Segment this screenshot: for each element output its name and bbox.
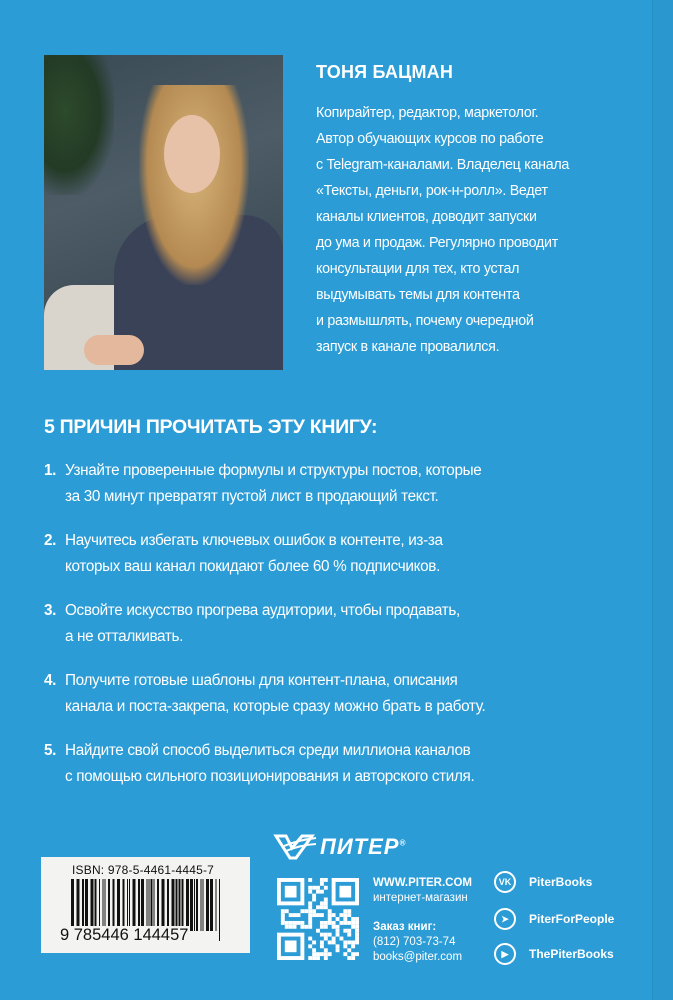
telegram-icon: ➤ [494,908,516,930]
reason-number: 4. [44,672,57,689]
order-phone[interactable]: (812) 703-73-74 [373,936,456,948]
barcode-bar [176,879,178,931]
reason-line: Освойте искусство прогрева аудитории, чтобы продавать, [65,602,460,619]
youtube-play-icon: ▶ [494,943,516,965]
bio-line: Автор обучающих курсов по работе [316,131,544,147]
isbn-barcode-box [41,857,250,953]
qr-code[interactable] [277,878,359,960]
vk-icon: VK [494,871,516,893]
author-bio [316,100,636,360]
reasons-list [44,458,644,808]
bio-line: до ума и продаж. Регулярно проводит [316,235,558,251]
barcode-bar [141,879,144,931]
barcode-bar [127,879,128,931]
bio-line: и размышлять, почему очередной [316,313,534,329]
reason-number: 3. [44,602,57,619]
social-vk[interactable] [494,871,592,893]
barcode-bar [133,879,136,931]
barcode-bar [99,879,100,931]
barcode-bar [82,879,84,931]
barcode-bar [196,879,198,931]
barcode-bar [203,879,204,931]
reason-number: 2. [44,532,57,549]
barcode-bar [190,879,193,931]
social-label: PiterBooks [529,875,593,889]
barcode-bar [85,879,88,931]
reason-line: Получите готовые шаблоны для контент-плана, описания [65,672,458,689]
barcode-bar [103,879,104,931]
reason-line: Узнайте проверенные формулы и структуры постов, которые [65,462,482,479]
bio-line: консультации для тех, кто устал [316,261,520,277]
barcode-bar [219,879,220,941]
bio-line: каналы клиентов, доводит запуски [316,209,537,225]
barcode-bar [167,879,169,931]
barcode-bar [182,879,184,931]
barcode-bar [157,879,159,931]
barcode-bar [117,879,120,931]
barcode-bar [151,879,153,931]
reasons-title: 5 ПРИЧИН ПРОЧИТАТЬ ЭТУ КНИГУ: [44,416,378,438]
bio-line: запуск в канале провалился. [316,339,500,355]
reason-number: 5. [44,742,57,759]
barcode-bar [123,879,125,931]
author-photo [44,55,283,370]
reason-item [44,598,644,650]
reason-item [44,458,644,510]
site-block [373,876,472,906]
barcode-bar [194,879,195,931]
reason-line: которых ваш канал покидают более 60 % подписчиков. [65,558,440,575]
barcode-bar [129,879,130,931]
reason-line: с помощью сильного позиционирования и авторского стиля. [65,768,475,785]
social-telegram[interactable] [494,908,614,930]
reason-item [44,668,644,720]
social-label: ThePiterBooks [529,947,614,961]
reason-item [44,738,644,790]
piter-logo-icon [272,832,320,862]
barcode-bar [206,879,209,931]
barcode-bar [216,879,217,931]
bio-line: «Тексты, деньги, рок-н-ролл». Ведет [316,183,548,199]
barcode-bar [108,879,110,931]
barcode-bar [138,879,140,931]
logo-text: ПИТЕР® [320,834,407,859]
barcode-bar [91,879,94,931]
barcode-bar [154,879,155,931]
reason-line: а не отталкивать. [65,628,184,645]
order-block [373,920,462,965]
social-youtube[interactable] [494,943,614,965]
author-name: ТОНЯ БАЦМАН [316,62,454,82]
bio-line: с Telegram-каналами. Владелец канала [316,157,570,173]
barcode-bar [179,879,181,931]
barcode-bar [172,879,175,931]
barcode-bar [201,879,202,931]
reason-item [44,528,644,580]
barcode-digits: 9 785446 144457 [60,926,189,944]
bio-line: Копирайтер, редактор, маркетолог. [316,105,539,121]
barcode-bar [113,879,115,931]
isbn-label: ISBN: 978-5-4461-4445-7 [72,863,215,877]
site-caption: интернет-магазин [373,892,468,904]
bio-line: выдумывать темы для контента [316,287,520,303]
reason-line: за 30 минут превратят пустой лист в продающий текст. [65,488,439,505]
reason-number: 1. [44,462,57,479]
barcode-bar [95,879,97,931]
reason-line: канала и поста-закрепа, которые сразу можно брать в работу. [65,698,486,715]
order-label: Заказ книг: [373,921,437,933]
reason-line: Научитесь избегать ключевых ошибок в контенте, из-за [65,532,443,549]
barcode-bar [105,879,106,931]
site-link[interactable]: WWW.PITER.COM [373,877,473,889]
barcode-bar [210,879,213,931]
publisher-logo [272,832,406,862]
barcode-bar [186,879,189,931]
barcode-bar [162,879,165,931]
reason-line: Найдите свой способ выделиться среди миллиона каналов [65,742,471,759]
barcode-bar [77,879,80,931]
spine-edge [652,0,673,1000]
social-label: PiterForPeople [529,912,615,926]
order-email[interactable]: books@piter.com [373,951,463,963]
